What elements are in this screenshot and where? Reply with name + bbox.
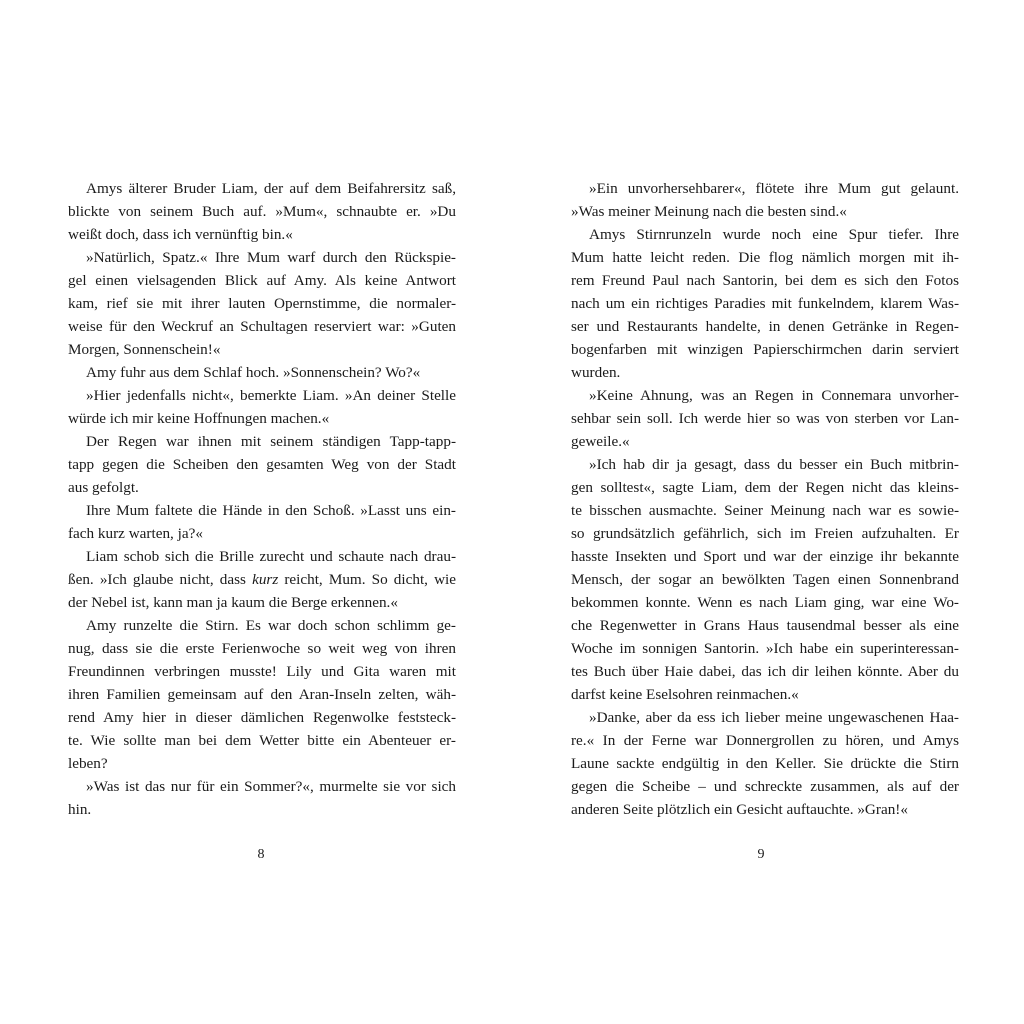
text-line: Woche im sonnigen Santorin. »Ich habe ein superinteressan-	[571, 640, 959, 657]
text-line: fach kurz warten, ja?«	[68, 525, 203, 542]
text-line: rem Freund Paul nach Santorin, bei dem es sich den Fotos	[571, 272, 959, 289]
text-line: rend Amy hier in dieser dämlichen Regenwolke feststeck-	[68, 709, 456, 726]
text-line: Mum hatte leicht reden. Die flog nämlich morgen mit ih-	[571, 249, 959, 266]
text-line: »Keine Ahnung, was an Regen in Connemara unvorher-	[589, 387, 959, 404]
text-line: kam, rief sie mit ihrer lauten Opernstimme, die normaler-	[68, 295, 456, 312]
text-line: »Was meiner Meinung nach die besten sind.«	[571, 203, 847, 220]
text-line: nug, dass sie die erste Ferienwoche so weit weg von ihren	[68, 640, 456, 657]
text-line: ser und Restaurants handelte, in denen Getränke in Regen-	[571, 318, 959, 335]
left-page-number: 8	[257, 847, 265, 862]
emphasis-text: kurz	[252, 571, 279, 588]
text-line: Mensch, der sogar an bewölkten Tagen einen Sonnenbrand	[571, 571, 959, 588]
text-line: anderen Seite plötzlich ein Gesicht auftauchte. »Gran!«	[571, 801, 908, 818]
text-line: Laune sackte endgültig in den Keller. Sie drückte die Stirn	[571, 755, 959, 772]
text-line: ßen. »Ich glaube nicht, dass kurz reicht, Mum. So dicht, wie	[68, 571, 456, 588]
text-line: re.« In der Ferne war Donnergrollen zu hören, und Amys	[571, 732, 959, 749]
text-line: »Hier jedenfalls nicht«, bemerkte Liam. »An deiner Stelle	[86, 387, 456, 404]
text-line: tes Buch über Haie dabei, das ich dir leihen könnte. Aber du	[571, 663, 959, 680]
text-line: gel einen vielsagenden Blick auf Amy. Als keine Antwort	[68, 272, 456, 289]
right-page-number: 9	[757, 847, 765, 862]
left-page-body	[68, 177, 456, 821]
text-line: »Danke, aber da ess ich lieber meine ungewaschenen Haa-	[589, 709, 959, 726]
text-line: nach um ein richtiges Paradies mit funkelndem, klarem Was-	[571, 295, 959, 312]
text-line: Morgen, Sonnenschein!«	[68, 341, 221, 358]
text-line: »Was ist das nur für ein Sommer?«, murmelte sie vor sich	[86, 778, 456, 795]
text-line: Liam schob sich die Brille zurecht und schaute nach drau-	[86, 548, 456, 565]
text-line: te. Wie sollte man bei dem Wetter bitte ein Abenteuer er-	[68, 732, 456, 749]
text-line: weise für den Weckruf an Schultagen reserviert war: »Guten	[68, 318, 456, 335]
text-line: »Ein unvorhersehbarer«, flötete ihre Mum gut gelaunt.	[589, 180, 959, 197]
text-line: Amy runzelte die Stirn. Es war doch schon schlimm ge-	[86, 617, 456, 634]
text-line: geweile.«	[571, 433, 630, 450]
text-line: tapp gegen die Scheiben den gesamten Weg von der Stadt	[68, 456, 456, 473]
text-line: so grundsätzlich gefährlich, sich im Freien aufzuhalten. Er	[571, 525, 959, 542]
text-line: darfst keine Eselsohren reinmachen.«	[571, 686, 799, 703]
text-line: Amys Stirnrunzeln wurde noch eine Spur tiefer. Ihre	[589, 226, 959, 243]
text-line: leben?	[68, 755, 108, 772]
text-line: ihren Familien gemeinsam auf den Aran-Inseln zelten, wäh-	[68, 686, 456, 703]
text-line: Der Regen war ihnen mit seinem ständigen Tapp-tapp-	[86, 433, 456, 450]
text-line: bekommen konnte. Wenn es nach Liam ging, war eine Wo-	[571, 594, 959, 611]
text-line: sehbar sein soll. Ich werde hier so was von sterben vor Lan-	[571, 410, 959, 427]
text-line: Freundinnen verbringen musste! Lily und Gita waren mit	[68, 663, 456, 680]
text-line: wurden.	[571, 364, 621, 381]
text-line: »Natürlich, Spatz.« Ihre Mum warf durch den Rückspie-	[86, 249, 456, 266]
text-line: der Nebel ist, kann man ja kaum die Berge erkennen.«	[68, 594, 398, 611]
text-line: blickte von seinem Buch auf. »Mum«, schnaubte er. »Du	[68, 203, 456, 220]
text-line: Amys älterer Bruder Liam, der auf dem Beifahrersitz saß,	[86, 180, 456, 197]
text-line: »Ich hab dir ja gesagt, dass du besser ein Buch mitbrin-	[589, 456, 959, 473]
text-line: che Regenwetter in Grans Haus tausendmal besser als eine	[571, 617, 959, 634]
right-page-body	[571, 177, 959, 821]
text-line: Ihre Mum faltete die Hände in den Schoß. »Lasst uns ein-	[86, 502, 456, 519]
text-line: gen solltest«, sagte Liam, dem der Regen nicht das kleins-	[571, 479, 959, 496]
text-line: aus gefolgt.	[68, 479, 139, 496]
text-line: bogenfarben mit winzigen Papierschirmchen darin serviert	[571, 341, 959, 358]
text-line: Amy fuhr aus dem Schlaf hoch. »Sonnenschein? Wo?«	[86, 364, 421, 381]
text-line: hin.	[68, 801, 92, 818]
text-line: gegen die Scheibe – und schreckte zusammen, als auf der	[571, 778, 959, 795]
text-line: te bisschen ausmachte. Seiner Meinung nach war es sowie-	[571, 502, 959, 519]
text-line: weißt doch, dass ich vernünftig bin.«	[68, 226, 293, 243]
text-line: würde ich mir keine Hoffnungen machen.«	[68, 410, 330, 427]
text-line: hasste Insekten und Sport und war der einzige ihr bekannte	[571, 548, 959, 565]
